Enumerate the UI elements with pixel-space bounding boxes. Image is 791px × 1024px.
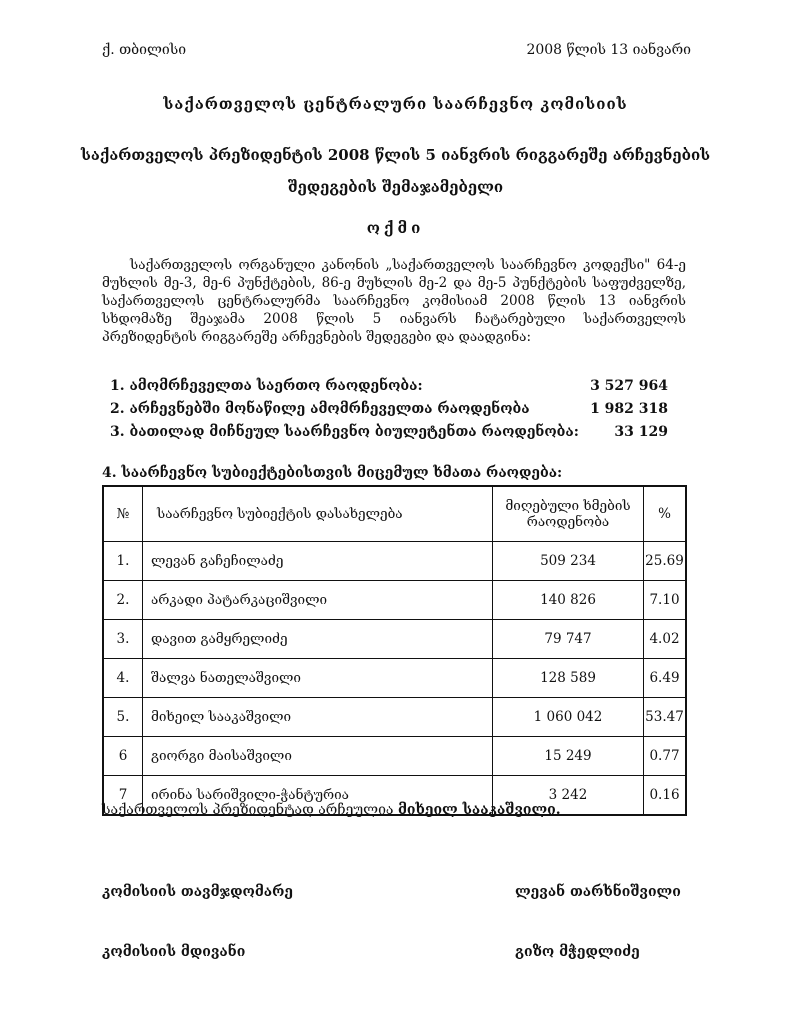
row-percent: 4.02 — [644, 620, 687, 659]
row-percent: 25.69 — [644, 542, 687, 581]
chair-title: კომისიის თავმჯდომარე — [102, 884, 293, 900]
stat-label: 1. ამომრჩეველთა საერთო რაოდენობა: — [110, 378, 423, 394]
table-row — [103, 698, 686, 737]
row-percent: 0.16 — [644, 776, 687, 816]
table-header-row — [103, 486, 686, 542]
header-votes — [493, 486, 644, 542]
row-candidate: ლევან გაჩეჩილაძე — [143, 542, 493, 581]
row-percent: 6.49 — [644, 659, 687, 698]
stat-value: 3 527 964 — [590, 378, 668, 394]
commission-title: საქართველოს ცენტრალური საარჩევნო კომისიის — [163, 95, 628, 113]
table-row — [103, 542, 686, 581]
header-number: № — [103, 486, 143, 542]
row-candidate: გიორგი მაისაშვილი — [143, 737, 493, 776]
header-subject-name: საარჩევნო სუბიექტის დასახელება — [143, 486, 493, 542]
header-votes-line2: რაოდენობა — [526, 514, 610, 530]
header-votes-line1: მიღებული ხმების — [505, 498, 631, 514]
row-candidate: შალვა ნათელაშვილი — [143, 659, 493, 698]
table-row — [103, 620, 686, 659]
section-4-title: 4. საარჩევნო სუბიექტებისთვის მიცემულ ხმათა რაოდება: — [102, 465, 563, 481]
row-votes: 140 826 — [493, 581, 644, 620]
row-number: 5. — [103, 698, 143, 737]
table-row — [103, 737, 686, 776]
row-votes: 128 589 — [493, 659, 644, 698]
row-number: 7 — [103, 776, 143, 816]
row-number: 2. — [103, 581, 143, 620]
subject-title-line1: საქართველოს პრეზიდენტის 2008 წლის 5 იანვრის რიგგარეშე არჩევნების — [80, 146, 711, 164]
header-place: ქ. თბილისი — [102, 42, 187, 58]
row-number: 3. — [103, 620, 143, 659]
stat-value: 33 129 — [614, 424, 668, 440]
header-date: 2008 წლის 13 იანვარი — [526, 42, 691, 58]
conclusion-prefix: საქართველოს პრეზიდენტად არჩეულია — [102, 802, 398, 818]
subject-title-line2: შედეგების შემაჯამებელი — [287, 178, 504, 196]
row-votes: 509 234 — [493, 542, 644, 581]
row-percent: 0.77 — [644, 737, 687, 776]
intro-paragraph: საქართველოს ორგანული კანონის „საქართველოს საარჩევნო კოდექსი" 64-ე მუხლის მე-3, მე-6 პუნქტების, 86-ე მუხლის მე-2 და მე-5 პუნქტების საფუძველზე, საქართველოს ცენტრალურმა საარჩევნო კომისიამ 2008 წლის 13 იანვრის სხდომაზე შეაჯამა 2008 წლის 5 იანვარს ჩატარებული საქართველოს პრეზიდენტის რიგგარეშე არჩევნების შედეგები და დაადგინა: — [102, 257, 686, 345]
row-votes: 79 747 — [493, 620, 644, 659]
table-row — [103, 581, 686, 620]
table-row — [103, 659, 686, 698]
row-candidate: ირინა სარიშვილი-ჭანტურია — [143, 776, 493, 816]
row-number: 4. — [103, 659, 143, 698]
stat-value: 1 982 318 — [590, 401, 668, 417]
row-candidate: დავით გამყრელიძე — [143, 620, 493, 659]
row-candidate: არკადი პატარკაციშვილი — [143, 581, 493, 620]
row-percent: 7.10 — [644, 581, 687, 620]
row-number: 1. — [103, 542, 143, 581]
conclusion-statement — [102, 802, 561, 818]
row-percent: 53.47 — [644, 698, 687, 737]
row-candidate: მიხეილ სააკაშვილი — [143, 698, 493, 737]
results-table — [102, 485, 687, 816]
chair-name: ლევან თარხნიშვილი — [515, 884, 681, 900]
header-percent: % — [644, 486, 687, 542]
row-votes: 15 249 — [493, 737, 644, 776]
secretary-title: კომისიის მდივანი — [102, 944, 246, 960]
stat-label: 2. არჩევნებში მონაწილე ამომრჩეველთა რაოდენობა — [110, 401, 530, 417]
row-votes: 3 242 — [493, 776, 644, 816]
stat-label: 3. ბათილად მიჩნეულ საარჩევნო ბიულეტენთა რაოდენობა: — [110, 424, 579, 440]
row-votes: 1 060 042 — [493, 698, 644, 737]
document-type-title: ოქმი — [366, 219, 425, 237]
row-number: 6 — [103, 737, 143, 776]
secretary-name: გიზო მჭედლიძე — [515, 944, 640, 960]
elected-president-name: მიხეილ სააკაშვილი. — [397, 802, 561, 818]
